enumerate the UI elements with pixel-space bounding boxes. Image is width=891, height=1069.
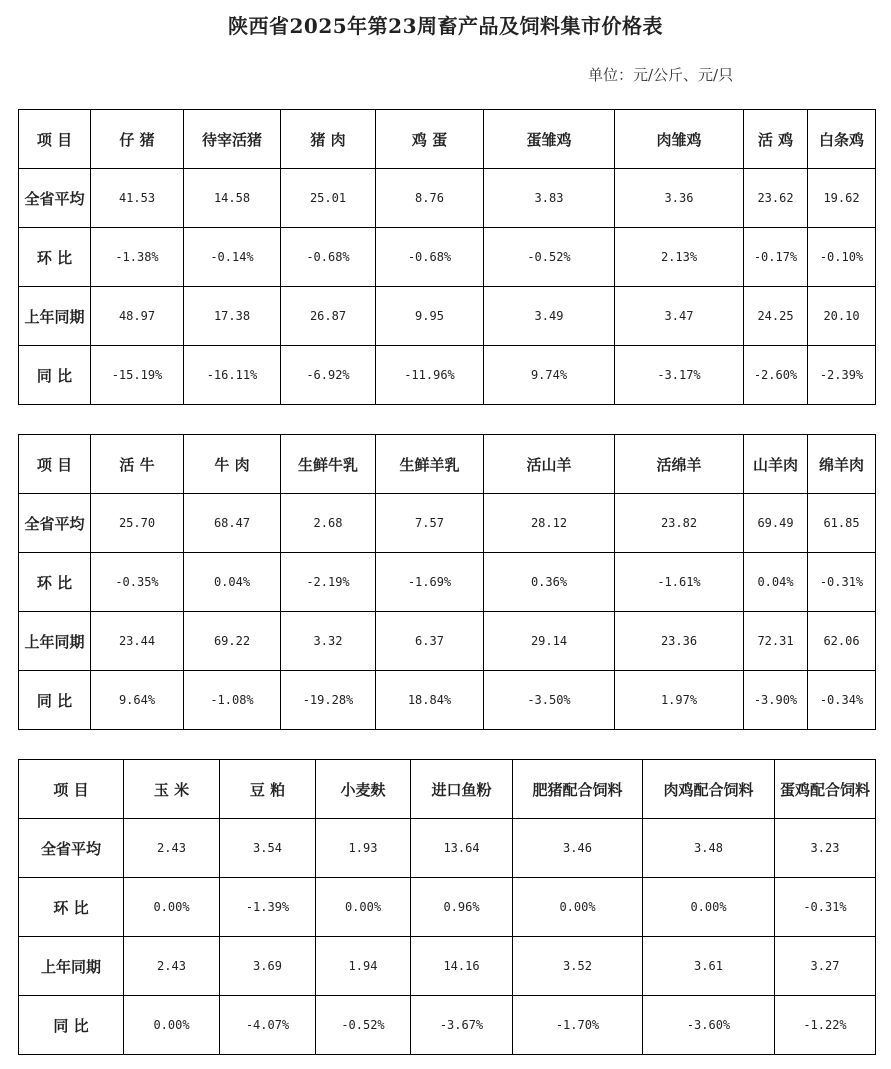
column-header-cell: 待宰活猪	[184, 110, 281, 169]
value-cell: 8.76	[376, 169, 484, 228]
value-cell: -19.28%	[281, 671, 376, 730]
value-cell: 3.23	[775, 819, 876, 878]
value-cell: 62.06	[808, 612, 876, 671]
value-cell: -1.69%	[376, 553, 484, 612]
table-row	[19, 612, 876, 671]
value-cell: 3.69	[220, 937, 316, 996]
column-header-cell: 豆 粕	[220, 760, 316, 819]
value-cell: 0.04%	[184, 553, 281, 612]
value-cell: 2.43	[124, 819, 220, 878]
value-cell: 1.94	[316, 937, 411, 996]
row-label-cell: 环 比	[19, 553, 91, 612]
row-label-cell: 同 比	[19, 671, 91, 730]
table-row	[19, 878, 876, 937]
column-header-cell: 活 牛	[91, 435, 184, 494]
column-header-cell: 肉雏鸡	[615, 110, 744, 169]
value-cell: 23.36	[615, 612, 744, 671]
value-cell: 61.85	[808, 494, 876, 553]
value-cell: 23.82	[615, 494, 744, 553]
table-row	[19, 553, 876, 612]
value-cell: 17.38	[184, 287, 281, 346]
value-cell: 3.54	[220, 819, 316, 878]
value-cell: 0.96%	[411, 878, 513, 937]
livestock-price-table	[18, 109, 876, 405]
value-cell: 28.12	[484, 494, 615, 553]
value-cell: -16.11%	[184, 346, 281, 405]
value-cell: 0.00%	[513, 878, 643, 937]
value-cell: -3.60%	[643, 996, 775, 1055]
value-cell: -3.50%	[484, 671, 615, 730]
value-cell: -4.07%	[220, 996, 316, 1055]
value-cell: 9.64%	[91, 671, 184, 730]
column-header-cell: 玉 米	[124, 760, 220, 819]
column-header-cell: 牛 肉	[184, 435, 281, 494]
table-row	[19, 937, 876, 996]
value-cell: 3.52	[513, 937, 643, 996]
table-row	[19, 346, 876, 405]
value-cell: -2.60%	[744, 346, 808, 405]
value-cell: 0.00%	[316, 878, 411, 937]
value-cell: 3.46	[513, 819, 643, 878]
value-cell: -2.39%	[808, 346, 876, 405]
row-label-cell: 环 比	[19, 878, 124, 937]
value-cell: 14.16	[411, 937, 513, 996]
value-cell: 1.97%	[615, 671, 744, 730]
item-header-cell: 项 目	[19, 435, 91, 494]
value-cell: 69.49	[744, 494, 808, 553]
value-cell: 9.74%	[484, 346, 615, 405]
value-cell: -3.17%	[615, 346, 744, 405]
column-header-cell: 白条鸡	[808, 110, 876, 169]
column-header-cell: 生鲜羊乳	[376, 435, 484, 494]
row-label-cell: 全省平均	[19, 169, 91, 228]
value-cell: -11.96%	[376, 346, 484, 405]
value-cell: 19.62	[808, 169, 876, 228]
header-row	[19, 760, 876, 819]
value-cell: 2.43	[124, 937, 220, 996]
feed-price-table	[18, 759, 876, 1055]
value-cell: 3.27	[775, 937, 876, 996]
value-cell: 0.00%	[124, 878, 220, 937]
value-cell: -0.34%	[808, 671, 876, 730]
value-cell: -3.67%	[411, 996, 513, 1055]
value-cell: 3.61	[643, 937, 775, 996]
value-cell: 0.04%	[744, 553, 808, 612]
column-header-cell: 肉鸡配合饲料	[643, 760, 775, 819]
column-header-cell: 活山羊	[484, 435, 615, 494]
value-cell: 26.87	[281, 287, 376, 346]
value-cell: -0.31%	[775, 878, 876, 937]
column-header-cell: 进口鱼粉	[411, 760, 513, 819]
value-cell: 23.62	[744, 169, 808, 228]
value-cell: -3.90%	[744, 671, 808, 730]
value-cell: 20.10	[808, 287, 876, 346]
value-cell: 1.93	[316, 819, 411, 878]
column-header-cell: 活绵羊	[615, 435, 744, 494]
value-cell: 3.32	[281, 612, 376, 671]
value-cell: 3.47	[615, 287, 744, 346]
column-header-cell: 绵羊肉	[808, 435, 876, 494]
table-row	[19, 671, 876, 730]
value-cell: 25.70	[91, 494, 184, 553]
value-cell: 3.48	[643, 819, 775, 878]
value-cell: -0.52%	[316, 996, 411, 1055]
value-cell: 2.68	[281, 494, 376, 553]
header-row	[19, 110, 876, 169]
column-header-cell: 猪 肉	[281, 110, 376, 169]
column-header-cell: 蛋雏鸡	[484, 110, 615, 169]
value-cell: -2.19%	[281, 553, 376, 612]
value-cell: 9.95	[376, 287, 484, 346]
row-label-cell: 全省平均	[19, 494, 91, 553]
column-header-cell: 小麦麸	[316, 760, 411, 819]
value-cell: 0.00%	[643, 878, 775, 937]
row-label-cell: 环 比	[19, 228, 91, 287]
cattle-sheep-price-table	[18, 434, 876, 730]
value-cell: -0.68%	[376, 228, 484, 287]
column-header-cell: 肥猪配合饲料	[513, 760, 643, 819]
value-cell: -1.61%	[615, 553, 744, 612]
value-cell: -0.10%	[808, 228, 876, 287]
column-header-cell: 蛋鸡配合饲料	[775, 760, 876, 819]
value-cell: 0.36%	[484, 553, 615, 612]
row-label-cell: 全省平均	[19, 819, 124, 878]
value-cell: -1.08%	[184, 671, 281, 730]
value-cell: 13.64	[411, 819, 513, 878]
value-cell: 41.53	[91, 169, 184, 228]
table-row	[19, 169, 876, 228]
header-row	[19, 435, 876, 494]
value-cell: 24.25	[744, 287, 808, 346]
unit-note: 单位：元/公斤、元/只	[588, 66, 734, 84]
table-row	[19, 494, 876, 553]
value-cell: -6.92%	[281, 346, 376, 405]
value-cell: -0.17%	[744, 228, 808, 287]
row-label-cell: 上年同期	[19, 287, 91, 346]
value-cell: -0.35%	[91, 553, 184, 612]
column-header-cell: 活 鸡	[744, 110, 808, 169]
value-cell: 18.84%	[376, 671, 484, 730]
value-cell: 6.37	[376, 612, 484, 671]
row-label-cell: 同 比	[19, 996, 124, 1055]
value-cell: 29.14	[484, 612, 615, 671]
page-title: 陕西省2025年第23周畜产品及饲料集市价格表	[228, 14, 663, 38]
value-cell: -1.70%	[513, 996, 643, 1055]
value-cell: -1.39%	[220, 878, 316, 937]
value-cell: 23.44	[91, 612, 184, 671]
value-cell: -0.31%	[808, 553, 876, 612]
row-label-cell: 上年同期	[19, 612, 91, 671]
value-cell: -0.52%	[484, 228, 615, 287]
value-cell: 25.01	[281, 169, 376, 228]
value-cell: 3.83	[484, 169, 615, 228]
value-cell: 0.00%	[124, 996, 220, 1055]
column-header-cell: 仔 猪	[91, 110, 184, 169]
value-cell: 2.13%	[615, 228, 744, 287]
value-cell: 72.31	[744, 612, 808, 671]
table-row	[19, 228, 876, 287]
column-header-cell: 山羊肉	[744, 435, 808, 494]
value-cell: -1.22%	[775, 996, 876, 1055]
value-cell: -1.38%	[91, 228, 184, 287]
value-cell: -15.19%	[91, 346, 184, 405]
value-cell: 14.58	[184, 169, 281, 228]
row-label-cell: 上年同期	[19, 937, 124, 996]
value-cell: 3.36	[615, 169, 744, 228]
value-cell: 69.22	[184, 612, 281, 671]
row-label-cell: 同 比	[19, 346, 91, 405]
table-row	[19, 819, 876, 878]
value-cell: 7.57	[376, 494, 484, 553]
column-header-cell: 生鲜牛乳	[281, 435, 376, 494]
value-cell: -0.14%	[184, 228, 281, 287]
value-cell: 68.47	[184, 494, 281, 553]
item-header-cell: 项 目	[19, 760, 124, 819]
item-header-cell: 项 目	[19, 110, 91, 169]
table-row	[19, 287, 876, 346]
value-cell: -0.68%	[281, 228, 376, 287]
value-cell: 3.49	[484, 287, 615, 346]
column-header-cell: 鸡 蛋	[376, 110, 484, 169]
value-cell: 48.97	[91, 287, 184, 346]
table-row	[19, 996, 876, 1055]
